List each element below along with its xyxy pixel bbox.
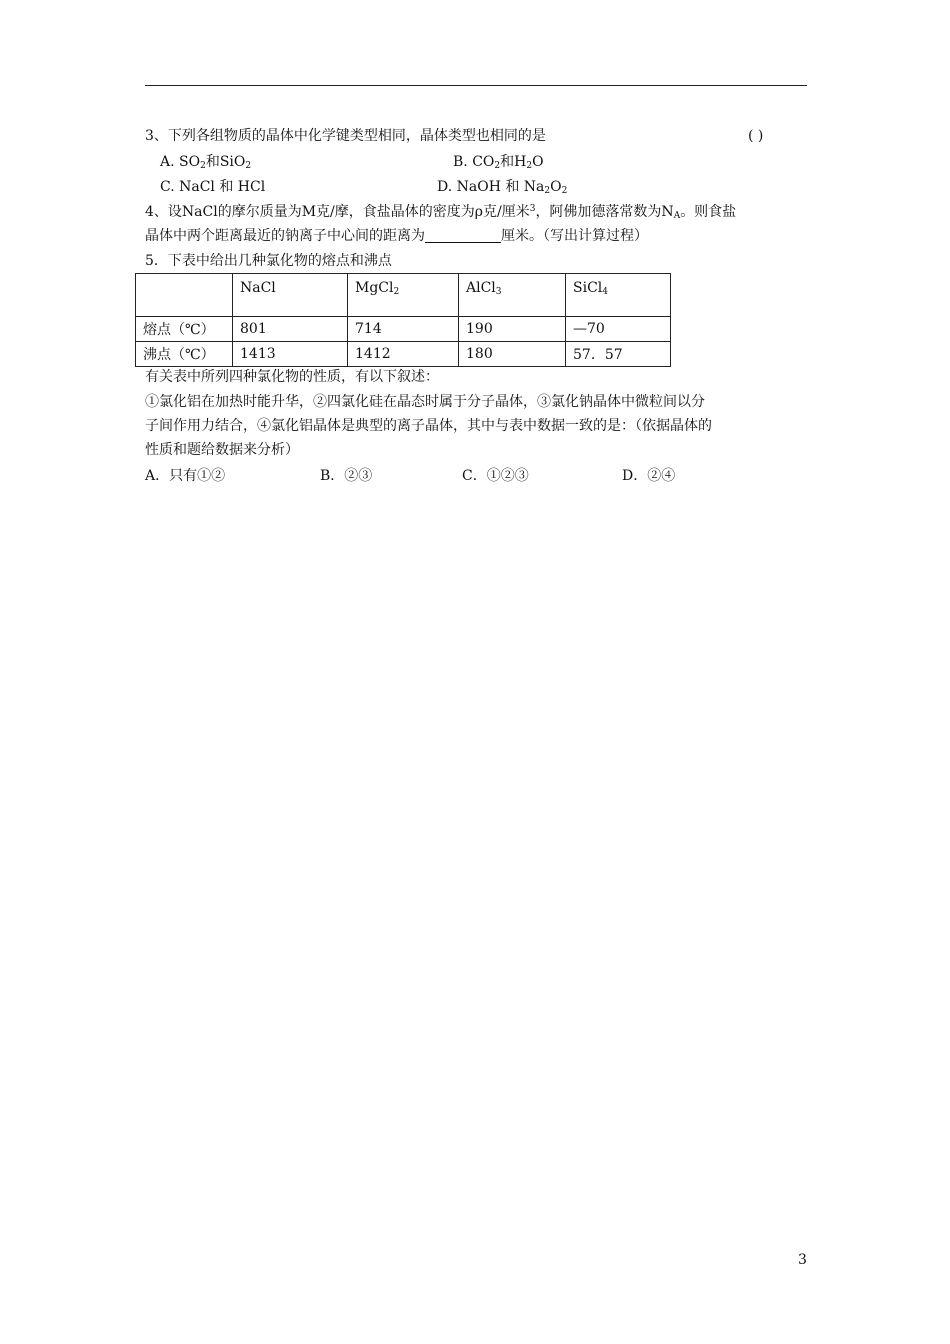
table-header-cell: MgCl$_2$ [348,274,459,317]
table-header-cell: NaCl [233,274,348,317]
q3-option-a: A. $SO_2$和SiO$_2$ [160,154,252,171]
q5-statement-line-3: 性质和题给数据来分析） [145,442,299,458]
table-cell: 180 [459,342,566,367]
q5-option-b: B．②③ [320,468,373,484]
q5-option-c: C．①②③ [462,468,529,484]
table-header-row [136,274,671,317]
q3-option-c: C. NaCl 和 HCl [160,179,266,195]
table-row-label: 沸点（℃） [136,342,233,367]
q3-stem: 3、下列各组物质的晶体中化学键类型相同，晶体类型也相同的是 [145,128,546,144]
q5-statement-line-2: 子间作用力结合，④氯化铝晶体是典型的离子晶体，其中与表中数据一致的是：（依据晶体的 [145,418,712,434]
table-cell [136,274,233,317]
q4-line-1: 4、设NaCl的摩尔质量为M克/摩，食盐晶体的密度为ρ克/厘米$^3$，阿佛加德落常数为$N_A$。则食盐 [145,204,737,221]
table-cell: 801 [233,317,348,342]
q4-line-2: 晶体中两个距离最近的钠离子中心间的距离为 厘米。（写出计算过程） [145,228,648,244]
header-rule [145,85,807,86]
table-header-cell: AlCl$_3$ [459,274,566,317]
table-cell: —70 [566,317,671,342]
table-cell: 57．57 [566,342,671,367]
table-row [136,317,671,342]
table-cell: 1413 [233,342,348,367]
chloride-table [135,273,671,367]
table-cell: 190 [459,317,566,342]
answer-blank[interactable] [425,226,501,243]
page-number: 3 [798,1252,807,1268]
table-header-cell: SiCl$_4$ [566,274,671,317]
q3-option-b: B. $CO_2$和$H_2O$ [453,154,544,171]
table-cell: 1412 [348,342,459,367]
q5-option-d: D．②④ [622,468,676,484]
table-row [136,342,671,367]
table-row-label: 熔点（℃） [136,317,233,342]
q5-stem: 5．下表中给出几种氯化物的熔点和沸点 [145,253,392,269]
table-cell: 714 [348,317,459,342]
q5-intro: 有关表中所列四种氯化物的性质，有以下叙述： [145,369,439,385]
q5-statement-line-1: ①氯化铝在加热时能升华，②四氯化硅在晶态时属于分子晶体，③氯化钠晶体中微粒间以分 [145,394,705,410]
q3-option-d: D. NaOH 和 $Na_2O_2$ [437,179,568,196]
q3-answer-paren: ( ) [748,128,764,144]
q5-option-a: A．只有①② [145,468,226,484]
